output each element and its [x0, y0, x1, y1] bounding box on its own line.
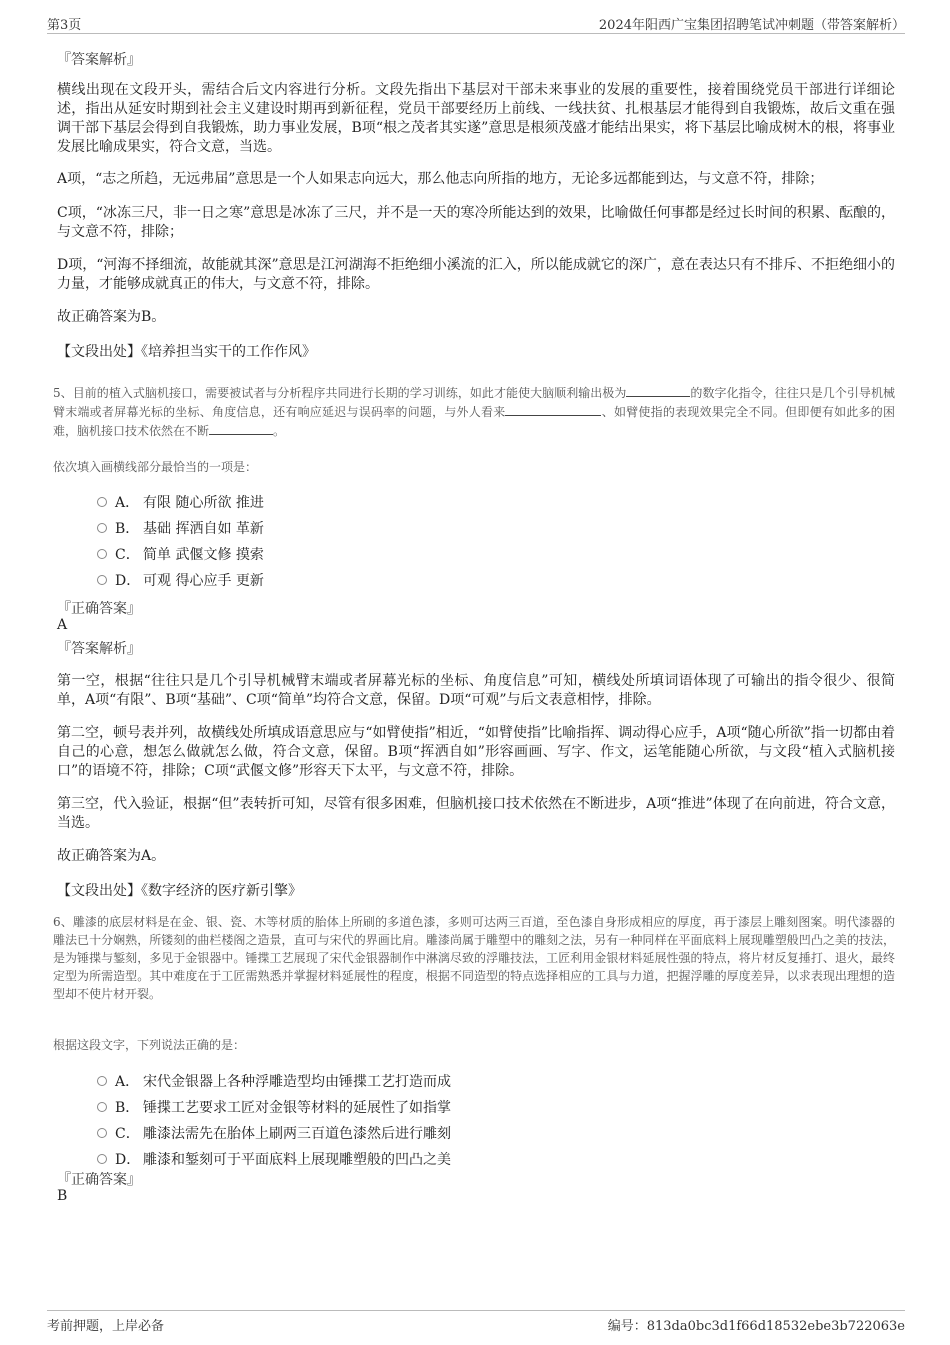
radio-button-icon[interactable]: [97, 1076, 107, 1086]
option-a[interactable]: A． 有限 随心所欲 推进: [97, 492, 264, 512]
option-c[interactable]: C． 雕漆法需先在胎体上刷两三百道色漆然后进行雕刻: [97, 1123, 451, 1143]
question-6-text: 6、雕漆的底层材料是在金、银、瓷、木等材质的胎体上所刷的多道色漆，多则可达两三百道，至色漆自身形成相应的厚度，再于漆层上雕刻图案。明代漆器的雕法已十分娴熟，所镂刻的曲栏楼阁之造景，直可与宋代的界画比肩。雕漆尚属于雕塑中的雕刻之法，另有一种同样在平面底料上展现雕塑般凹凸之美的技法，是为锤揲与錾刻，多见于金银器中。锤揲工艺展现了宋代金银器制作中淋漓尽致的浮雕技法，工匠利用金银材料延展性强的特点，将片材反复捶打、退火，最终定型为所需造型。其中难度在于工匠需熟悉并掌握材料延展性的程度，根据不同造型的特点选择相应的工具与力道，把握浮雕的厚度差异，以求表现出理想的造型却不使片材开裂。: [53, 915, 895, 1001]
radio-button-icon[interactable]: [97, 1128, 107, 1138]
passage-source: 【文段出处】《数字经济的医疗新引擎》: [57, 883, 302, 899]
document-title: 2024年阳西广宝集团招聘笔试冲刺题（带答案解析）: [598, 18, 905, 33]
fill-blank-3: [209, 421, 273, 435]
radio-button-icon[interactable]: [97, 1102, 107, 1112]
option-b[interactable]: B． 锤揲工艺要求工匠对金银等材料的延展性了如指掌: [97, 1097, 451, 1117]
explanation-paragraph: 第二空，顿号表并列，故横线处所填成语意思应与“如臂使指”相近，“如臂使指”比喻指挥、调动得心应手，A项“随心所欲”指一切都由着自己的心意，想怎么做就怎么做，符合文意，保留。B项“挥洒自如”形容画画、写字、作文，运笔能随心所欲，与文段“植入式脑机接口”的语境不符，排除；C项“武偃文修”形容天下太平，与文意不符，排除。: [57, 725, 895, 779]
explanation-paragraph: 故正确答案为A。: [57, 848, 166, 864]
explanation-paragraph: 故正确答案为B。: [57, 309, 166, 325]
question-5-prompt: 依次填入画横线部分最恰当的一项是：: [53, 460, 258, 474]
option-c[interactable]: C． 简单 武偃文修 摸索: [97, 544, 264, 564]
explanation-paragraph: 第一空，根据“往往只是几个引导机械臂末端或者屏幕光标的坐标、角度信息”可知，横线处所填词语体现了可输出的指令很少、很简单，A项“有限”、B项“基础”、C项“简单”均符合文意，保留。D项“可观”与后文表意相悖，排除。: [57, 673, 895, 708]
question-5-text: 5、目前的植入式脑机接口，需要被试者与分析程序共同进行长期的学习训练，如此才能使大脑顺利输出极为 的数字化指令，往往只是几个引导机械臂末端或者屏幕光标的坐标、角度信息，还有响应延迟与误码率的问题，与外人看来 、如臂使指的表现效果完全不同。但即便有如此多的困难，脑机接口技术依然在不断 。: [53, 383, 895, 440]
explanation-heading: 『答案解析』: [57, 641, 141, 657]
question-6-prompt: 根据这段文字，下列说法正确的是：: [53, 1038, 246, 1052]
radio-button-icon[interactable]: [97, 523, 107, 533]
radio-button-icon[interactable]: [97, 1154, 107, 1164]
radio-button-icon[interactable]: [97, 497, 107, 507]
page-header: [47, 12, 905, 34]
option-b[interactable]: B． 基础 挥洒自如 革新: [97, 518, 264, 538]
radio-button-icon[interactable]: [97, 549, 107, 559]
option-d[interactable]: D． 可观 得心应手 更新: [97, 570, 264, 590]
passage-source: 【文段出处】《培养担当实干的工作作风》: [57, 344, 316, 360]
radio-button-icon[interactable]: [97, 575, 107, 585]
page-number: 第3页: [47, 18, 82, 33]
option-a[interactable]: A． 宋代金银器上各种浮雕造型均由锤揲工艺打造而成: [97, 1071, 451, 1091]
explanation-heading: 『答案解析』: [57, 52, 141, 68]
explanation-paragraph: 第三空，代入验证，根据“但”表转折可知，尽管有很多困难，但脑机接口技术依然在不断进步，A项“推进”体现了在向前进，符合文意，当选。: [57, 796, 895, 831]
explanation-paragraph: D项，“河海不择细流，故能就其深”意思是江河湖海不拒绝细小溪流的汇入，所以能成就它的深广，意在表达只有不排斥、不拒绝细小的力量，才能够成就真正的伟大，与文意不符，排除。: [57, 257, 895, 292]
explanation-paragraph: 横线出现在文段开头，需结合后文内容进行分析。文段先指出下基层对干部未来事业的发展的重要性，接着围绕党员干部进行详细论述，指出从延安时期到社会主义建设时期再到新征程，党员干部要经历上前线、一线扶贫、扎根基层才能得到自我锻炼，故后文重在强调干部下基层会得到自我锻炼，助力事业发展，B项“根之茂者其实遂”意思是根须茂盛才能结出果实，将下基层比喻成树木的根，将事业发展比喻成果实，符合文意，当选。: [57, 82, 895, 155]
option-d[interactable]: D． 雕漆和錾刻可于平面底料上展现雕塑般的凹凸之美: [97, 1149, 451, 1169]
correct-answer-heading: 『正确答案』: [57, 1172, 141, 1188]
page-footer: [47, 1310, 905, 1335]
document-id: 编号：813da0bc3d1f66d18532ebe3b722063e: [607, 1319, 905, 1334]
footer-slogan: 考前押题，上岸必备: [47, 1319, 165, 1334]
correct-answer: B: [57, 1188, 68, 1204]
correct-answer-heading: 『正确答案』: [57, 601, 141, 617]
explanation-paragraph: C项，“冰冻三尺，非一日之寒”意思是冰冻了三尺，并不是一天的寒冷所能达到的效果，比喻做任何事都是经过长时间的积累、酝酿的，与文意不符，排除；: [57, 205, 895, 240]
fill-blank-1: [626, 383, 690, 397]
correct-answer: A: [57, 617, 68, 633]
explanation-paragraph: A项，“志之所趋，无远弗届”意思是一个人如果志向远大，那么他志向所指的地方，无论多远都能到达，与文意不符，排除；: [57, 171, 824, 187]
fill-blank-2: [505, 402, 601, 416]
